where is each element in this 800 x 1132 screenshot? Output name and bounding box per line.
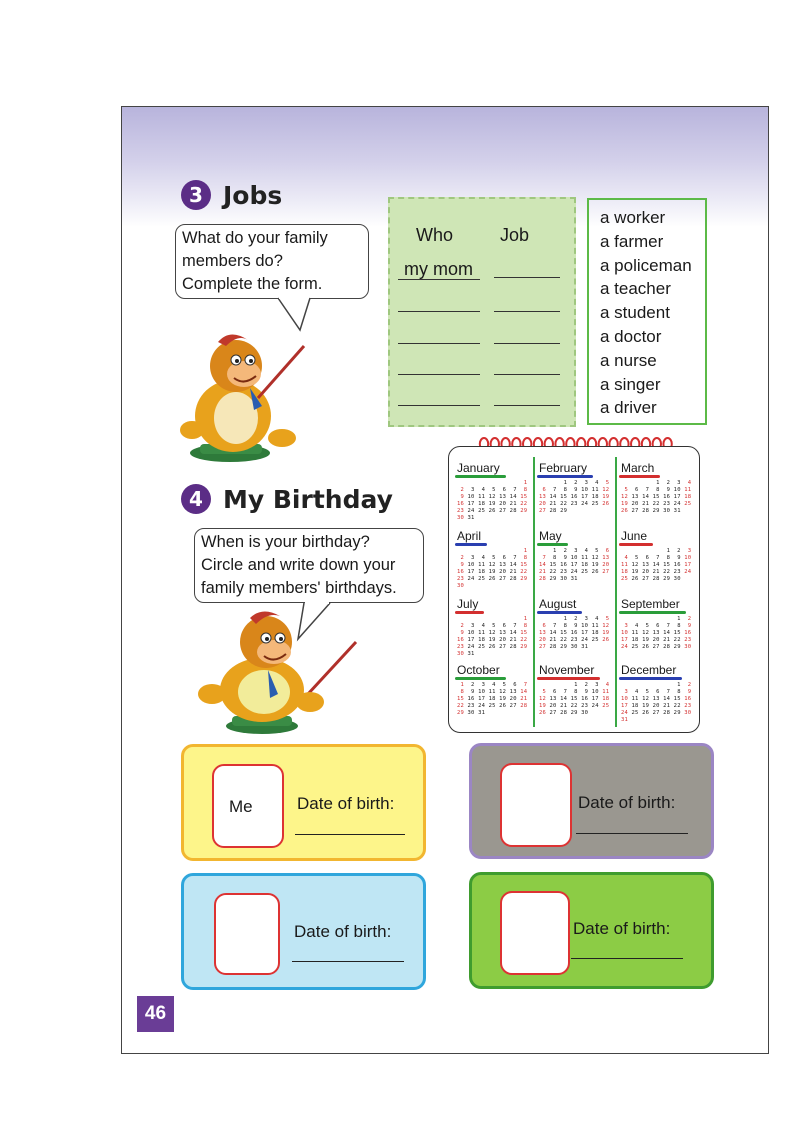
calendar-month-name: June	[621, 529, 647, 544]
jobs-prompt-line-2: members do?	[182, 252, 283, 270]
calendar-month-june	[621, 527, 701, 591]
section-3-heading: Jobs	[223, 180, 283, 210]
month-underline	[455, 611, 484, 614]
form-line-job-4[interactable]	[494, 374, 560, 375]
section-3-title	[181, 180, 282, 210]
dob-write-line[interactable]	[571, 958, 683, 959]
word-item: a policeman	[600, 255, 692, 275]
birthday-prompt-line-1: When is your birthday?	[201, 533, 370, 551]
word-item: a student	[600, 303, 670, 323]
monkey-teacher-illustration-2	[192, 608, 360, 740]
calendar-month-december	[621, 661, 701, 725]
month-underline	[537, 543, 568, 546]
form-header-job: Job	[500, 225, 530, 245]
month-underline	[619, 475, 660, 478]
birthday-card-me	[181, 744, 426, 861]
page-number: 46	[137, 996, 174, 1032]
calendar-month-name: December	[621, 663, 676, 678]
word-item: a singer	[600, 374, 661, 394]
birthday-card-gray	[469, 743, 714, 859]
month-underline	[537, 475, 593, 478]
calendar-month-name: October	[457, 663, 500, 678]
me-label: Me	[229, 797, 253, 816]
word-item: a teacher	[600, 279, 671, 299]
calendar-day-grid[interactable]: 1 2 3 4 5 6 7 8 9 10 11 12 13 14 15 16 17 18 19 20 21 22 23 24 25 26 27 28 29	[539, 480, 610, 514]
photo-frame[interactable]	[500, 763, 572, 847]
calendar-day-grid[interactable]: 1 2 3 4 5 6 7 8 9 10 11 12 13 14 15 16 17 18 19 20 21 22 23 24 25 26 27 28 29 30 31	[539, 548, 610, 582]
month-underline	[619, 611, 686, 614]
section-4-title	[181, 484, 393, 514]
month-underline	[537, 677, 600, 680]
calendar-month-september	[621, 595, 701, 659]
month-underline	[455, 677, 506, 680]
calendar-day-grid[interactable]: 1 2 3 4 5 6 7 8 9 10 11 12 13 14 15 16 17 18 19 20 21 22 23 24 25 26 27 28 29 30	[621, 548, 692, 582]
birthday-prompt-line-3: family members' birthdays.	[201, 579, 397, 597]
calendar-month-name: August	[539, 597, 576, 612]
word-item: a driver	[600, 398, 657, 418]
dob-label: Date of birth:	[297, 794, 395, 813]
dob-label: Date of birth:	[573, 919, 671, 938]
word-item: a farmer	[600, 231, 664, 251]
birthday-prompt-line-2: Circle and write down your	[201, 556, 396, 574]
calendar-month-april	[457, 527, 537, 591]
jobs-speech-bubble	[175, 224, 369, 299]
job-word-bank	[587, 198, 707, 425]
calendar-month-name: March	[621, 461, 654, 476]
calendar-month-name: January	[457, 461, 500, 476]
form-line-who-3[interactable]	[398, 343, 480, 344]
word-item: a doctor	[600, 326, 662, 346]
calendar-month-may	[539, 527, 619, 591]
jobs-form	[388, 197, 576, 427]
word-item: a worker	[600, 208, 666, 227]
monkey-teacher-illustration-1	[178, 318, 310, 466]
calendar-month-march	[621, 459, 701, 523]
birthday-card-green	[469, 872, 714, 989]
form-entry-my-mom: my mom	[404, 259, 473, 279]
dob-label: Date of birth:	[294, 922, 392, 941]
form-line-who-1[interactable]	[398, 279, 480, 280]
form-header-who: Who	[416, 225, 454, 245]
calendar-day-grid[interactable]: 1 2 3 4 5 6 7 8 9 10 11 12 13 14 15 16 17 18 19 20 21 22 23 24 25 26 27 28 29 30	[457, 548, 528, 589]
calendar-month-name: February	[539, 461, 587, 476]
calendar-month-october	[457, 661, 537, 725]
form-line-job-3[interactable]	[494, 343, 560, 344]
calendar-day-grid[interactable]: 1 2 3 4 5 6 7 8 9 10 11 12 13 14 15 16 17 18 19 20 21 22 23 24 25 26 27 28 29 30 31	[457, 480, 528, 521]
section-4-heading: My Birthday	[223, 484, 393, 514]
calendar-month-name: May	[539, 529, 562, 544]
birthday-speech-bubble	[194, 528, 424, 603]
photo-frame[interactable]	[214, 893, 280, 975]
month-underline	[619, 677, 682, 680]
calendar-month-july	[457, 595, 537, 659]
section-4-number: 4	[181, 484, 211, 514]
calendar-day-grid[interactable]: 1 2 3 4 5 6 7 8 9 10 11 12 13 14 15 16 17 18 19 20 21 22 23 24 25 26 27 28 29 30 31	[457, 616, 528, 657]
calendar-day-grid[interactable]: 1 2 3 4 5 6 7 8 9 10 11 12 13 14 15 16 17 18 19 20 21 22 23 24 25 26 27 28 29 30	[539, 682, 610, 716]
section-3-number: 3	[181, 180, 211, 210]
calendar-month-january	[457, 459, 537, 523]
month-underline	[537, 611, 582, 614]
jobs-prompt-line-3: Complete the form.	[182, 275, 323, 293]
dob-write-line[interactable]	[295, 834, 405, 835]
calendar-day-grid[interactable]: 1 2 3 4 5 6 7 8 9 10 11 12 13 14 15 16 17 18 19 20 21 22 23 24 25 26 27 28 29 30	[621, 616, 692, 650]
form-line-who-2[interactable]	[398, 311, 480, 312]
form-line-job-2[interactable]	[494, 311, 560, 312]
month-underline	[455, 475, 506, 478]
calendar-day-grid[interactable]: 1 2 3 4 5 6 7 8 9 10 11 12 13 14 15 16 17 18 19 20 21 22 23 24 25 26 27 28 29 30 31	[539, 616, 610, 650]
calendar-month-name: April	[457, 529, 481, 544]
word-item: a nurse	[600, 350, 657, 370]
dob-write-line[interactable]	[576, 833, 688, 834]
calendar-day-grid[interactable]: 1 2 3 4 5 6 7 8 9 10 11 12 13 14 15 16 17 18 19 20 21 22 23 24 25 26 27 28 29 30 31	[457, 682, 528, 716]
jobs-prompt-line-1: What do your family	[182, 229, 328, 247]
photo-frame[interactable]	[500, 891, 570, 975]
month-underline	[455, 543, 487, 546]
form-line-job-5[interactable]	[494, 405, 560, 406]
calendar-day-grid[interactable]: 1 2 3 4 5 6 7 8 9 10 11 12 13 14 15 16 17 18 19 20 21 22 23 24 25 26 27 28 29 30 31	[621, 480, 692, 514]
form-line-who-4[interactable]	[398, 374, 480, 375]
calendar-month-name: November	[539, 663, 594, 678]
birthday-card-blue	[181, 873, 426, 990]
calendar-month-august	[539, 595, 619, 659]
form-line-job-1[interactable]	[494, 277, 560, 278]
calendar-month-february	[539, 459, 619, 523]
calendar-day-grid[interactable]: 1 2 3 4 5 6 7 8 9 10 11 12 13 14 15 16 17 18 19 20 21 22 23 24 25 26 27 28 29 30 31	[621, 682, 692, 723]
dob-write-line[interactable]	[292, 961, 404, 962]
year-calendar	[448, 446, 700, 733]
calendar-month-name: July	[457, 597, 478, 612]
form-line-who-5[interactable]	[398, 405, 480, 406]
dob-label: Date of birth:	[578, 793, 676, 812]
calendar-month-name: September	[621, 597, 680, 612]
calendar-month-november	[539, 661, 619, 725]
month-underline	[619, 543, 653, 546]
